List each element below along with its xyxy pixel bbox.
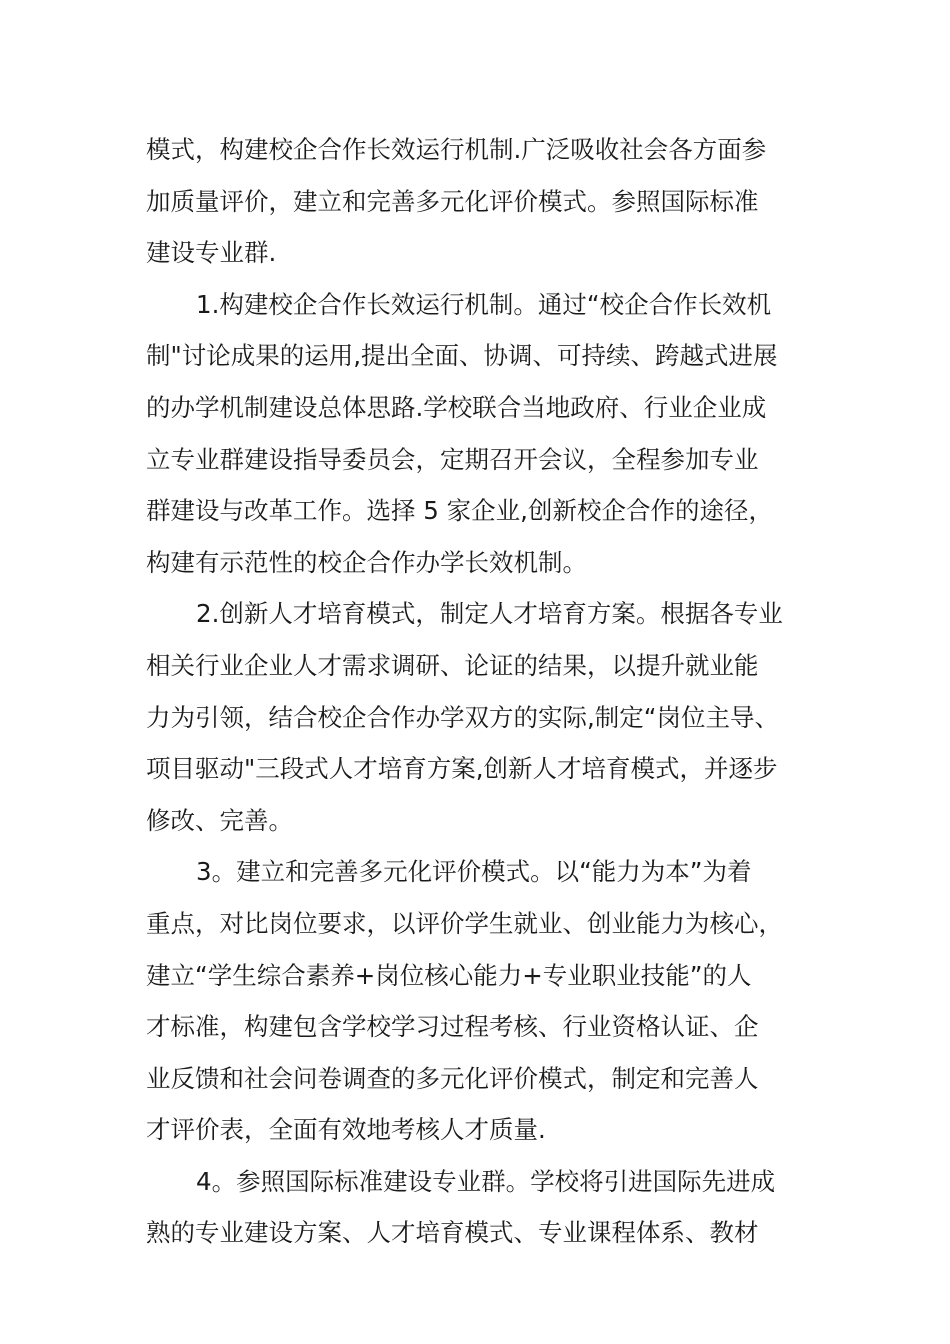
text-line: 建立“学生综合素养+岗位核心能力+专业职业技能”的人	[146, 960, 752, 990]
paragraph-1-first-line: 1.构建校企合作长效运行机制。通过“校企合作长效机	[196, 289, 772, 319]
text-line: 重点，对比岗位要求，以评价学生就业、创业能力为核心，	[146, 908, 783, 938]
document-body	[146, 124, 806, 1259]
text-line: 业反馈和社会问卷调查的多元化评价模式，制定和完善人	[146, 1063, 759, 1093]
text-line: 才标准，构建包含学校学习过程考核、行业资格认证、企	[146, 1012, 759, 1042]
text-line: 制"讨论成果的运用,提出全面、协调、可持续、跨越式进展	[146, 341, 778, 371]
text-line: 力为引领，结合校企合作办学双方的实际,制定“岗位主导、	[146, 702, 779, 732]
text-line: 建设专业群.	[146, 238, 277, 268]
text-line: 群建设与改革工作。选择 5 家企业,创新校企合作的途径，	[146, 496, 773, 526]
text-line: 项目驱动"三段式人才培育方案,创新人才培育模式，并逐步	[146, 754, 778, 784]
paragraph-4-first-line: 4。参照国际标准建设专业群。学校将引进国际先进成	[196, 1166, 776, 1196]
paragraph-2-first-line: 2.创新人才培育模式，制定人才培育方案。根据各专业	[196, 599, 783, 629]
paragraph-3-first-line: 3。建立和完善多元化评价模式。以“能力为本”为着	[196, 857, 752, 887]
text-line: 修改、完善。	[146, 805, 293, 835]
text-line: 构建有示范性的校企合作办学长效机制。	[146, 547, 587, 577]
text-line: 熟的专业建设方案、人才培育模式、专业课程体系、教材	[146, 1218, 759, 1248]
text-line: 的办学机制建设总体思路.学校联合当地政府、行业企业成	[146, 392, 767, 422]
text-line: 立专业群建设指导委员会，定期召开会议，全程参加专业	[146, 444, 759, 474]
text-line: 相关行业企业人才需求调研、论证的结果，以提升就业能	[146, 650, 759, 680]
text-line: 加质量评价，建立和完善多元化评价模式。参照国际标准	[146, 186, 759, 216]
text-line: 才评价表，全面有效地考核人才质量.	[146, 1115, 546, 1145]
text-line: 模式，构建校企合作长效运行机制.广泛吸收社会各方面参	[146, 135, 767, 164]
